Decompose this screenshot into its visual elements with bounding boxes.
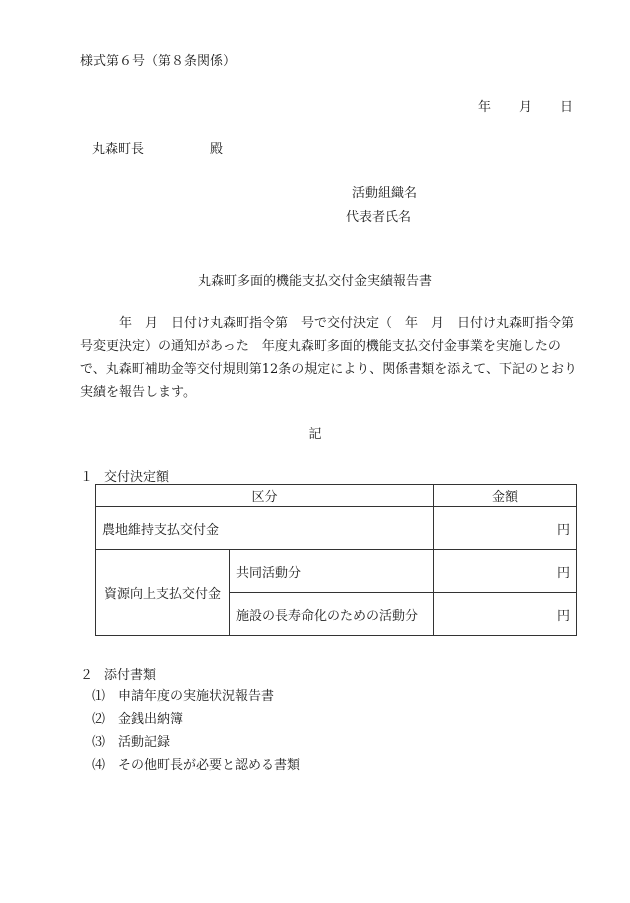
addressee-honorific: 殿 bbox=[210, 142, 224, 157]
item-label: 金銭出納簿 bbox=[118, 712, 184, 727]
item-label: その他町長が必要と認める書類 bbox=[118, 758, 301, 773]
representative-name-label: 代表者氏名 bbox=[346, 210, 412, 225]
table-header-row bbox=[96, 485, 577, 507]
date-month: 月 bbox=[519, 100, 533, 115]
form-number: 様式第６号（第８条関係） bbox=[80, 54, 237, 69]
item-number: ⑵ bbox=[92, 712, 106, 727]
section-1-heading bbox=[80, 466, 169, 485]
row-amount: 円 bbox=[434, 593, 577, 636]
addressee-name: 丸森町長 bbox=[92, 142, 145, 157]
date-line bbox=[478, 96, 573, 115]
org-name-label: 活動組織名 bbox=[352, 186, 418, 201]
section-2-title: 添付書類 bbox=[104, 668, 157, 683]
list-item bbox=[92, 688, 300, 711]
section-2-number: ２ bbox=[80, 668, 94, 683]
document-title: 丸森町多面的機能支払交付金実績報告書 bbox=[197, 274, 432, 289]
item-number: ⑴ bbox=[92, 689, 106, 704]
item-label: 申請年度の実施状況報告書 bbox=[118, 689, 275, 704]
row-subcategory: 共同活動分 bbox=[230, 550, 434, 593]
list-item bbox=[92, 711, 300, 734]
row-amount: 円 bbox=[434, 507, 577, 550]
row-amount: 円 bbox=[434, 550, 577, 593]
table-row bbox=[96, 550, 577, 593]
section-2-heading bbox=[80, 664, 156, 683]
row-category: 農地維持支払交付金 bbox=[96, 507, 434, 550]
row-category: 資源向上支払交付金 bbox=[96, 550, 230, 636]
table-row bbox=[96, 507, 577, 550]
body-paragraph bbox=[80, 312, 580, 404]
header-amount: 金額 bbox=[434, 485, 577, 507]
list-item bbox=[92, 734, 300, 757]
section-1-title: 交付決定額 bbox=[104, 470, 170, 485]
item-label: 活動記録 bbox=[118, 735, 171, 750]
row-subcategory: 施設の長寿命化のための活動分 bbox=[230, 593, 434, 636]
date-year: 年 bbox=[478, 100, 492, 115]
header-category: 区分 bbox=[96, 485, 434, 507]
item-number: ⑷ bbox=[92, 758, 106, 773]
section-1-number: １ bbox=[80, 470, 94, 485]
grant-amount-table bbox=[95, 484, 577, 636]
attachment-list bbox=[92, 688, 300, 780]
ki-heading: 記 bbox=[308, 427, 322, 442]
date-day: 日 bbox=[560, 100, 574, 115]
item-number: ⑶ bbox=[92, 735, 106, 750]
list-item bbox=[92, 757, 300, 780]
body-text: 年 月 日付け丸森町指令第 号で交付決定（ 年 月 日付け丸森町指令第号変更決定）の通知があった 年度丸森町多面的機能支払交付金事業を実施したので、丸森町補助金等交付規則第12条の規定により、関係書類を添えて、下記のとおり実績を報告します。 bbox=[80, 316, 578, 400]
addressee bbox=[92, 138, 223, 157]
